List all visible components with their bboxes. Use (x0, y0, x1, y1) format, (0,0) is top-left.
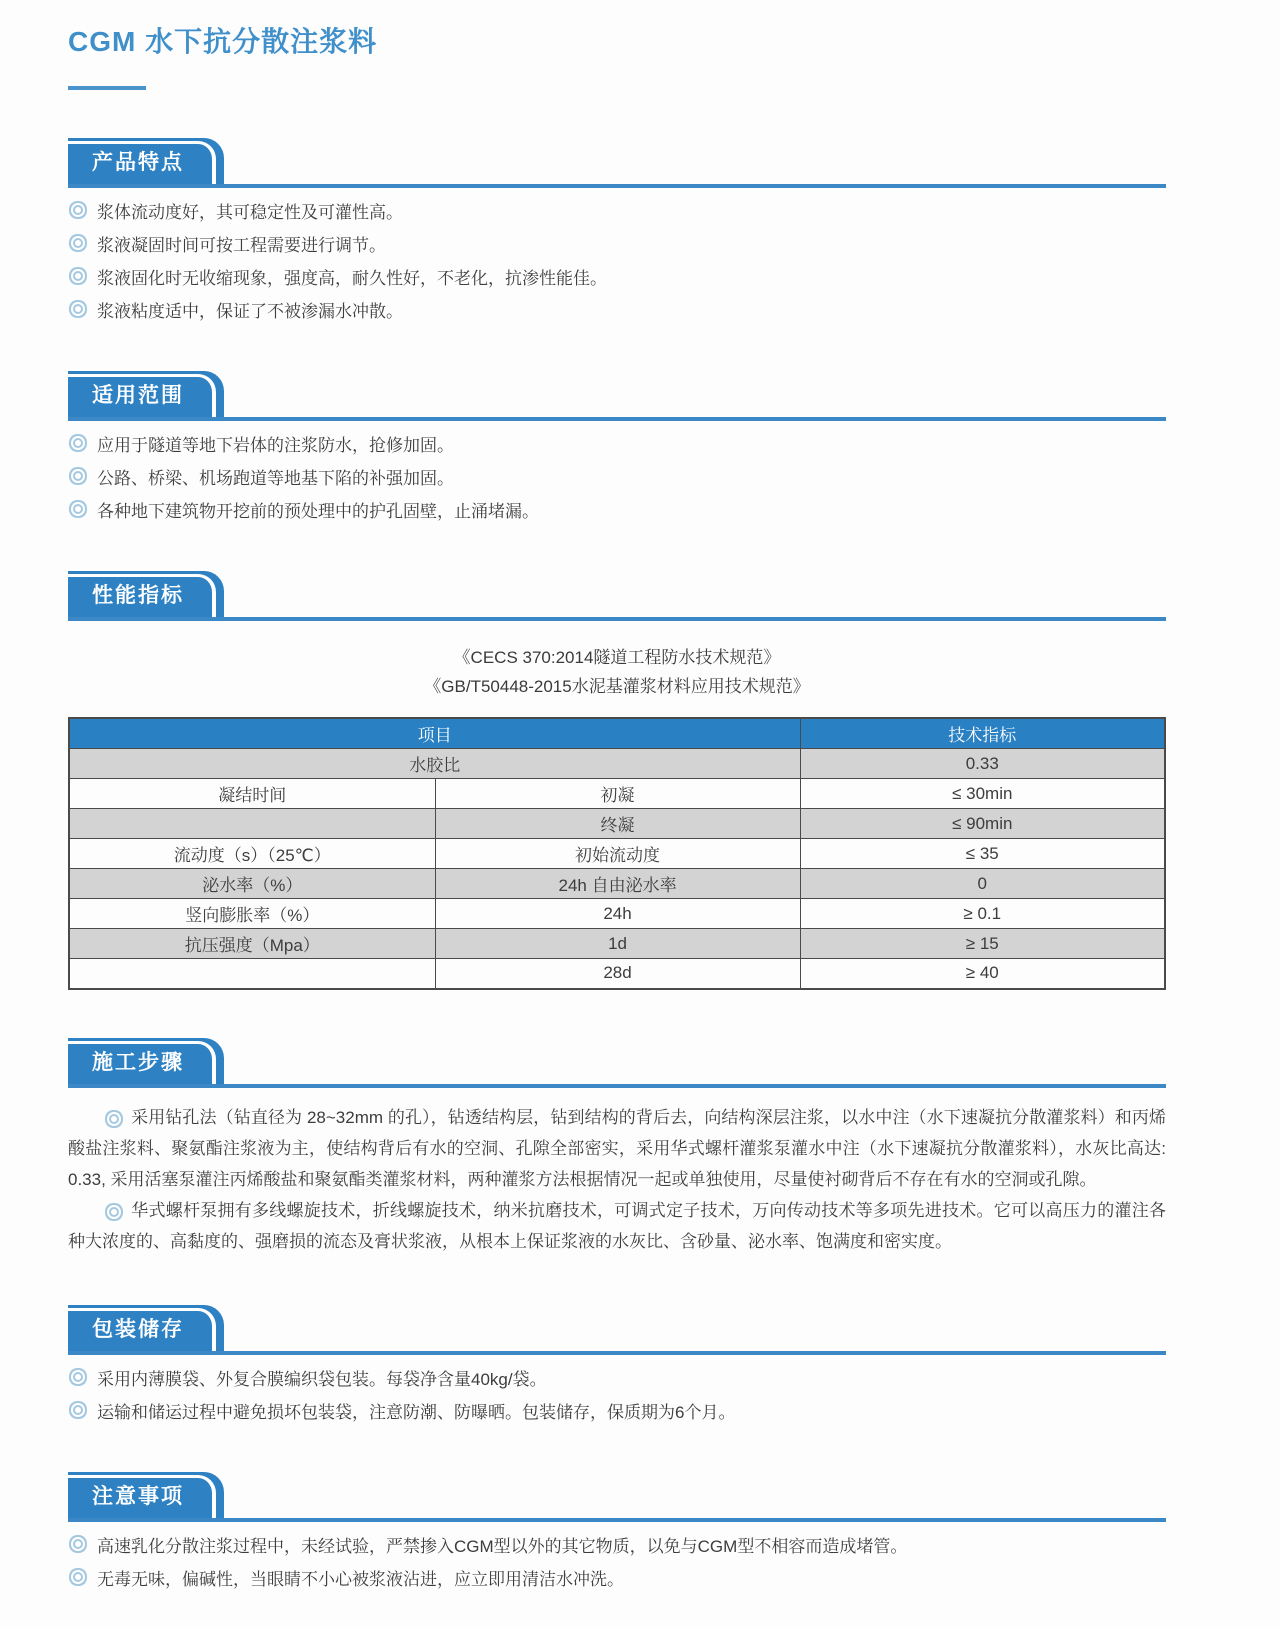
list-item (68, 1569, 1166, 1591)
table-cell: 泌水率（%） (69, 869, 435, 899)
table-cell: ≤ 35 (800, 839, 1165, 869)
bullet-list (68, 1536, 1166, 1591)
section-tab-application-scope (68, 371, 224, 417)
section-header (68, 1038, 1166, 1088)
table-cell: 终凝 (435, 809, 800, 839)
section-tab-label: 产品特点 (68, 141, 216, 184)
table-cell: ≥ 15 (800, 929, 1165, 959)
table-cell: 流动度（s）（25℃） (69, 839, 435, 869)
section-tab-label: 注意事项 (68, 1475, 216, 1518)
ring-bullet-icon (75, 440, 81, 446)
section-tab-product-features (68, 138, 224, 184)
table-row (69, 809, 1165, 839)
table-row (69, 749, 1165, 779)
ring-bullet-icon (75, 273, 81, 279)
table-cell: 竖向膨胀率（%） (69, 899, 435, 929)
paragraph (68, 1195, 1166, 1257)
ring-bullet-icon (75, 306, 81, 312)
table-header-cell: 技术指标 (800, 718, 1165, 749)
section-tab-label: 性能指标 (68, 574, 216, 617)
table-cell: 凝结时间 (69, 779, 435, 809)
table-cell: 24h 自由泌水率 (435, 869, 800, 899)
section-tab-label: 包装储存 (68, 1308, 216, 1351)
bullet-text: 浆液粘度适中，保证了不被渗漏水冲散。 (97, 302, 403, 321)
bullet-text: 各种地下建筑物开挖前的预处理中的护孔固壁，止涌堵漏。 (97, 502, 539, 521)
table-cell: 初始流动度 (435, 839, 800, 869)
bullet-text: 浆液固化时无收缩现象，强度高，耐久性好，不老化，抗渗性能佳。 (97, 269, 607, 288)
ring-bullet-icon (75, 1541, 81, 1547)
section-application-scope (68, 371, 1166, 523)
standards-list (68, 643, 1166, 701)
bullet-text: 浆体流动度好，其可稳定性及可灌性高。 (97, 203, 403, 222)
section-construction-steps (68, 1038, 1166, 1257)
list-item (68, 501, 1166, 523)
bullet-text: 高速乳化分散注浆过程中，未经试验，严禁掺入CGM型以外的其它物质，以免与CGM型不相容而造成堵管。 (97, 1536, 908, 1556)
section-tab-label: 适用范围 (68, 374, 216, 417)
list-item (68, 301, 1166, 323)
table-header-row (69, 718, 1165, 749)
table-cell: 水胶比 (69, 749, 800, 779)
list-item (68, 1369, 1166, 1391)
table-row (69, 839, 1165, 869)
bullet-list (68, 435, 1166, 523)
table-row (69, 779, 1165, 809)
paragraph-text: 采用钻孔法（钻直径为 28~32mm 的孔），钻透结构层，钻到结构的背后去，向结构深层注浆，以水中注（水下速凝抗分散灌浆料）和丙烯酸盐注浆料、聚氨酯注浆液为主，使结构背后有水的空洞、孔隙全部密实，采用华式螺杆灌浆泵灌水中注（水下速凝抗分散灌浆料），水灰比高达: 0.33, 采用活塞泵灌注丙烯酸盐和聚氨酯类灌浆材料，两种灌浆方法根据情况一起或单独使用，尽量使衬砌背后不存在有水的空洞或孔隙。 (68, 1107, 1166, 1189)
bullet-list (68, 1369, 1166, 1424)
list-item (68, 435, 1166, 457)
section-precautions (68, 1472, 1166, 1591)
standard-line: 《GB/T50448-2015水泥基灌浆材料应用技术规范》 (424, 677, 810, 696)
table-row (69, 959, 1165, 989)
section-packaging-storage (68, 1305, 1166, 1424)
table-cell: 抗压强度（Mpa） (69, 929, 435, 959)
ring-bullet-icon (75, 207, 81, 213)
bullet-text: 公路、桥梁、机场跑道等地基下陷的补强加固。 (97, 469, 454, 488)
section-tab-packaging-storage (68, 1305, 224, 1351)
section-product-features (68, 138, 1166, 323)
ring-bullet-icon (111, 1116, 117, 1122)
ring-bullet-icon (75, 473, 81, 479)
spec-table (68, 717, 1166, 990)
bullet-text: 运输和储运过程中避免损坏包装袋，注意防潮、防曝晒。包装储存，保质期为6个月。 (97, 1402, 736, 1422)
bullet-list (68, 202, 1166, 323)
table-cell (69, 809, 435, 839)
table-cell: 0 (800, 869, 1165, 899)
bullet-text: 应用于隧道等地下岩体的注浆防水，抢修加固。 (97, 436, 454, 455)
section-tab-label: 施工步骤 (68, 1041, 216, 1084)
list-item (68, 1402, 1166, 1424)
construction-paragraphs (68, 1102, 1166, 1257)
standard-line: 《CECS 370:2014隧道工程防水技术规范》 (453, 648, 781, 667)
section-tab-construction-steps (68, 1038, 224, 1084)
ring-bullet-icon (75, 506, 81, 512)
ring-bullet-icon (75, 1407, 81, 1413)
table-cell: ≥ 0.1 (800, 899, 1165, 929)
table-row (69, 899, 1165, 929)
list-item (68, 268, 1166, 290)
bullet-text: 采用内薄膜袋、外复合膜编织袋包装。每袋净含量40kg/袋。 (97, 1369, 547, 1389)
section-header (68, 371, 1166, 421)
bullet-text: 浆液凝固时间可按工程需要进行调节。 (97, 236, 386, 255)
table-cell: ≥ 40 (800, 959, 1165, 989)
section-tab-precautions (68, 1472, 224, 1518)
page-title: CGM 水下抗分散注浆料 (68, 26, 378, 57)
ring-bullet-icon (111, 1209, 117, 1215)
list-item (68, 202, 1166, 224)
section-performance-index (68, 571, 1166, 990)
table-row (69, 929, 1165, 959)
section-header (68, 1472, 1166, 1522)
table-cell: 0.33 (800, 749, 1165, 779)
table-cell: 1d (435, 929, 800, 959)
list-item (68, 235, 1166, 257)
title-underline (68, 86, 146, 90)
paragraph-text: 华式螺杆泵拥有多线螺旋技术，折线螺旋技术，纳米抗磨技术，可调式定子技术，万向传动技术等多项先进技术。它可以高压力的灌注各种大浓度的、高黏度的、强磨损的流态及膏状浆液，从根本上保证浆液的水灰比、含砂量、泌水率、饱满度和密实度。 (68, 1200, 1166, 1251)
table-cell: ≤ 90min (800, 809, 1165, 839)
ring-bullet-icon (75, 240, 81, 246)
list-item (68, 468, 1166, 490)
table-cell: 初凝 (435, 779, 800, 809)
ring-bullet-icon (75, 1374, 81, 1380)
section-tab-performance-index (68, 571, 224, 617)
ring-bullet-icon (75, 1574, 81, 1580)
section-header (68, 138, 1166, 188)
table-header-cell: 项目 (69, 718, 800, 749)
section-header (68, 571, 1166, 621)
table-row (69, 869, 1165, 899)
table-cell: 28d (435, 959, 800, 989)
table-cell: ≤ 30min (800, 779, 1165, 809)
table-cell: 24h (435, 899, 800, 929)
list-item (68, 1536, 1166, 1558)
bullet-text: 无毒无味，偏碱性，当眼睛不小心被浆液沾进，应立即用清洁水冲洗。 (97, 1569, 624, 1589)
paragraph (68, 1102, 1166, 1195)
table-cell (69, 959, 435, 989)
section-header (68, 1305, 1166, 1355)
